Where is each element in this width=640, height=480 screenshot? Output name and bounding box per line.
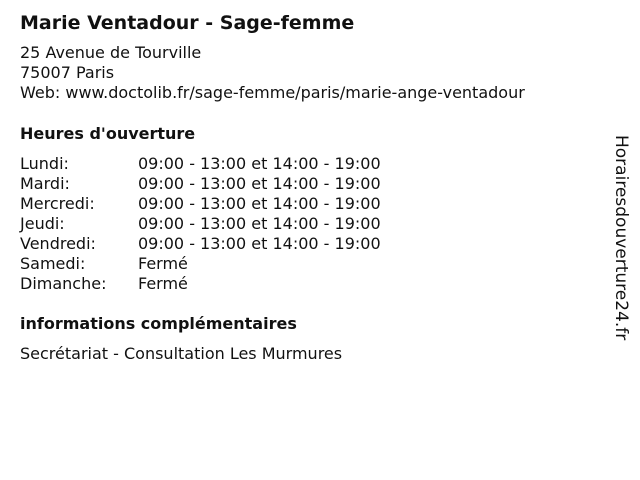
day-label: Jeudi: [20, 214, 65, 233]
day-hours: 09:00 - 13:00 et 14:00 - 19:00 [138, 214, 381, 233]
day-hours: 09:00 - 13:00 et 14:00 - 19:00 [138, 194, 381, 213]
website-line: Web: www.doctolib.fr/sage-femme/paris/marie-ange-ventadour [20, 83, 525, 102]
day-hours: 09:00 - 13:00 et 14:00 - 19:00 [138, 234, 381, 253]
day-hours: Fermé [138, 274, 188, 293]
day-label: Mardi: [20, 174, 70, 193]
opening-hours-heading: Heures d'ouverture [20, 124, 196, 143]
day-label: Samedi: [20, 254, 86, 273]
site-watermark: Horairesdouverture24.fr [611, 135, 631, 341]
day-hours: 09:00 - 13:00 et 14:00 - 19:00 [138, 174, 381, 193]
day-label: Vendredi: [20, 234, 96, 253]
additional-info-heading: informations complémentaires [20, 314, 297, 333]
day-hours: Fermé [138, 254, 188, 273]
day-label: Dimanche: [20, 274, 107, 293]
day-label: Lundi: [20, 154, 69, 173]
address-city: 75007 Paris [20, 63, 115, 82]
page-title: Marie Ventadour - Sage-femme [20, 12, 355, 34]
day-hours: 09:00 - 13:00 et 14:00 - 19:00 [138, 154, 381, 173]
address-street: 25 Avenue de Tourville [20, 43, 202, 62]
additional-info-text: Secrétariat - Consultation Les Murmures [20, 344, 343, 363]
address-block [20, 43, 525, 103]
day-label: Mercredi: [20, 194, 95, 213]
